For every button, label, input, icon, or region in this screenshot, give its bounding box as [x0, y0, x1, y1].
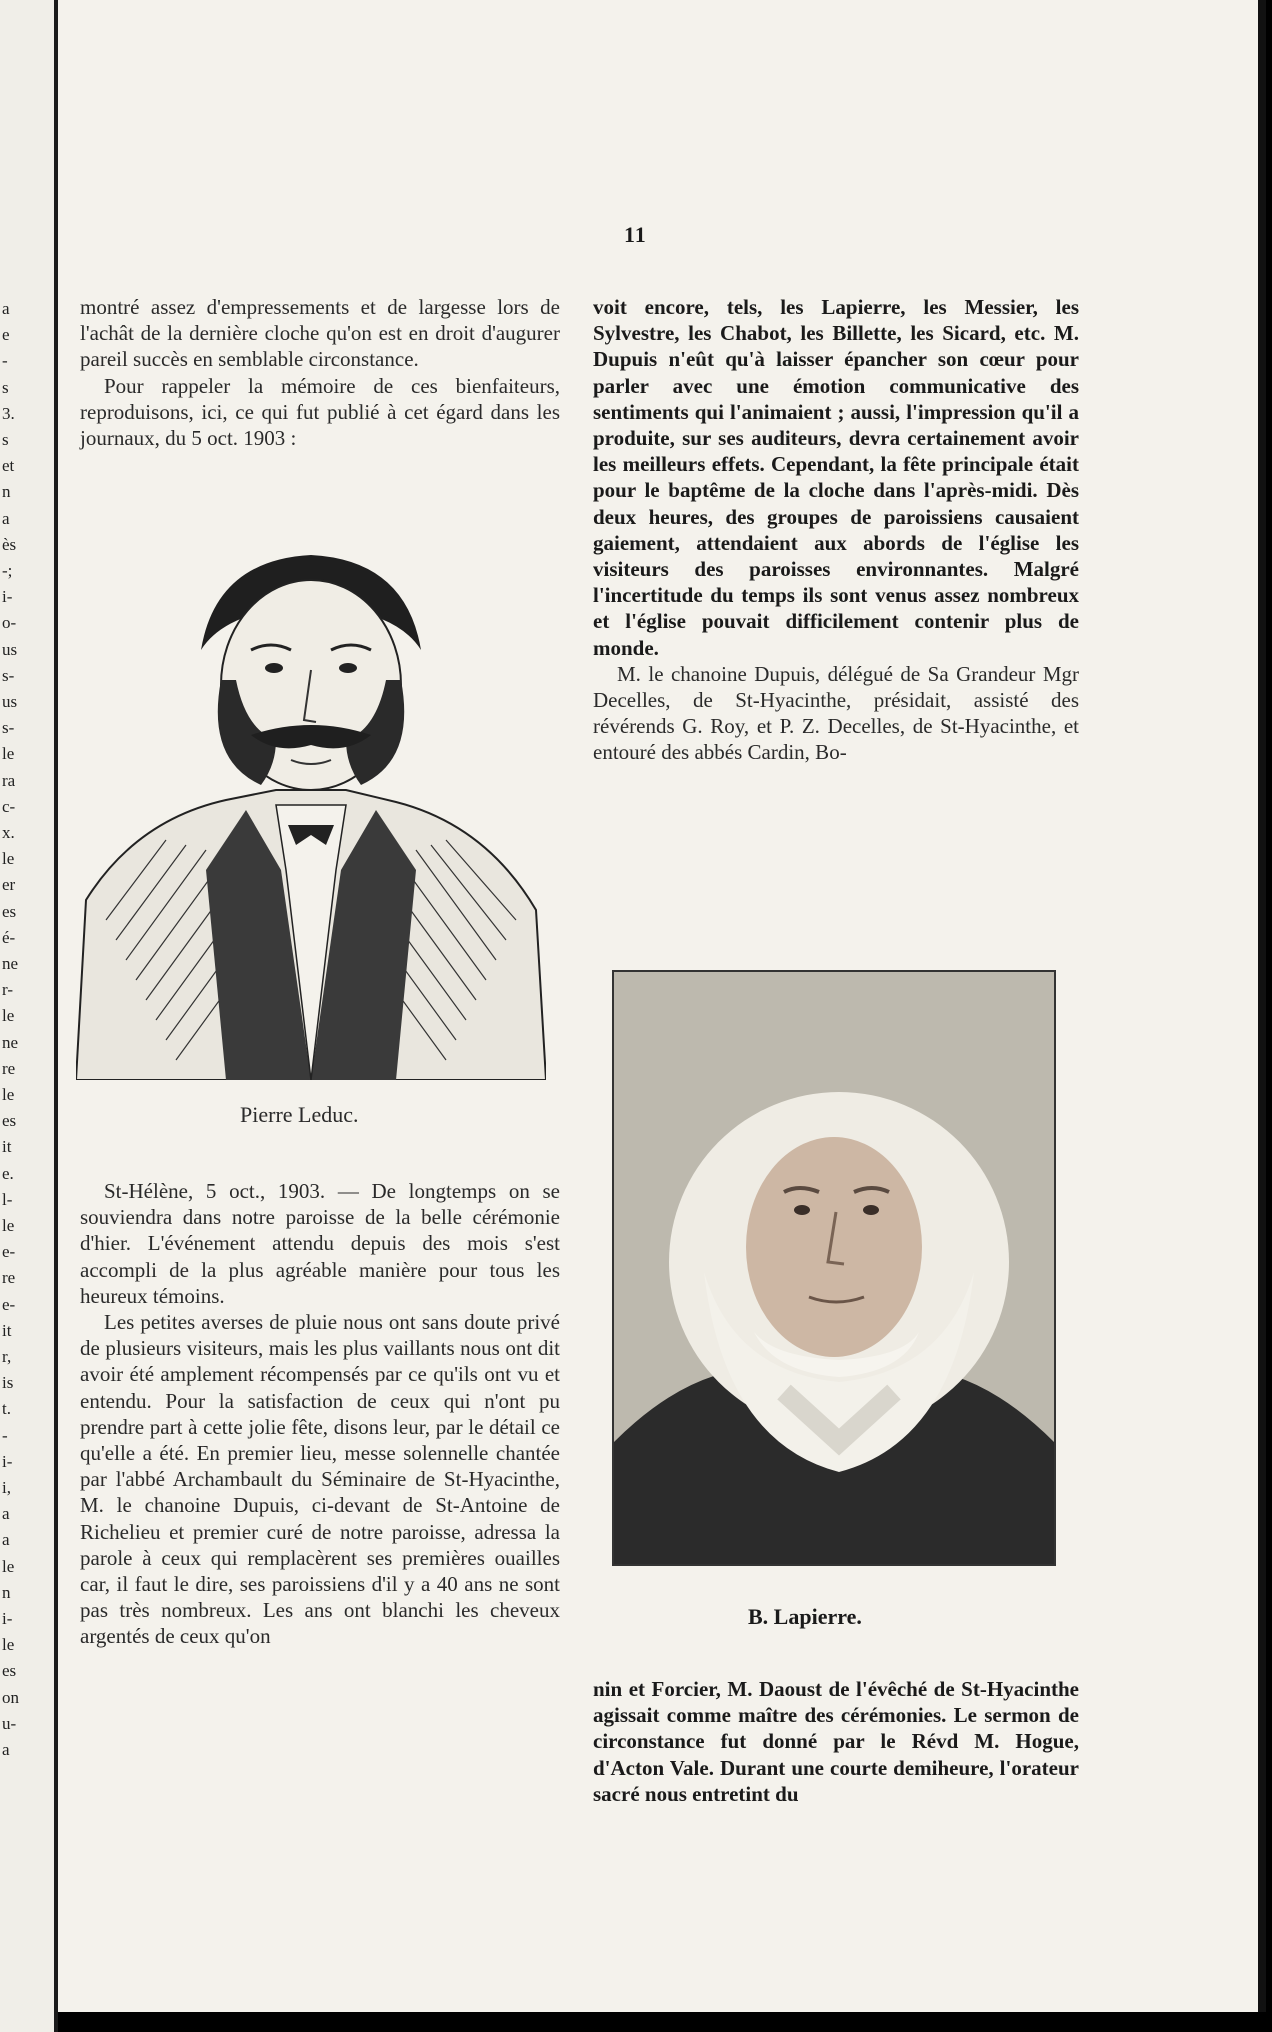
adjacent-page-strip	[0, 0, 58, 2032]
adjacent-page-fragment: a	[2, 508, 10, 528]
adjacent-page-fragment: ra	[2, 770, 16, 790]
adjacent-page-fragment: a	[2, 1740, 10, 1759]
page-number: 11	[624, 222, 647, 247]
book-page	[58, 0, 1266, 2012]
paragraph: Les petites averses de pluie nous ont sans doute privé de plusieurs visiteurs, mais les plus vaillants nous ont dit avoir été amplement récompensés par ce qu'ils ont vu et entendu. Pour la satisfaction de ceux qui n'ont pu prendre part à cette jolie fête, disons leur, par le détail ce qu'elle a été. En premier lieu, messe solennelle chantée par l'abbé Archambault du Séminaire de St-Hyacinthe, M. le chanoine Dupuis, ci-devant de St-Antoine de Richelieu et premier curé de notre paroisse, adressa la parole à ceux qui remplacèrent ses premières ouailles car, il faut le dire, ses paroissiens d'il y a 40 ans ne sont pas très nombreux. Les ans ont blanchi les cheveux argentés de ceux qu'on	[80, 1310, 560, 1649]
adjacent-page-fragment: i,	[2, 1478, 11, 1497]
adjacent-page-fragment: es	[2, 1661, 17, 1681]
adjacent-page-fragment: 3.	[2, 403, 15, 423]
adjacent-page-fragment: u-	[2, 1713, 17, 1733]
adjacent-page-fragment: ès	[2, 534, 17, 554]
right-column-bottom	[593, 1676, 1079, 1807]
adjacent-page-fragment: es	[2, 901, 17, 921]
adjacent-page-fragment: r-	[2, 980, 13, 1000]
adjacent-page-fragment: it	[2, 1137, 12, 1157]
right-column-top	[593, 294, 1079, 766]
adjacent-page-fragment: r,	[2, 1347, 12, 1366]
adjacent-page-fragment: -;	[2, 561, 13, 580]
paragraph: voit encore, tels, les Lapierre, les Messier, les Sylvestre, les Chabot, les Billette, les Sicard, etc. M. Dupuis n'eût qu'à laisser épancher son cœur pour parler avec une émotion communicative des sentiments qui l'animaient ; aussi, l'impression qu'il a produite, sur ses auditeurs, devra certainement avoir les meilleurs effets. Cependant, la fête principale était pour le baptême de la cloche dans l'après-midi. Dès deux heures, des groupes de paroissiens causaient gaiement, attendaient aux abords de l'église les visiteurs des paroisses environnantes. Malgré l'incertitude du temps ils sont venus assez nombreux et l'église pouvait difficilement contenir plus de monde.	[593, 295, 1079, 660]
adjacent-page-fragment: on	[2, 1687, 19, 1707]
adjacent-page-fragment: le	[2, 1216, 15, 1235]
adjacent-page-fragment: o-	[2, 613, 17, 633]
adjacent-page-fragment: s-	[2, 665, 15, 685]
adjacent-page-fragment: re	[2, 1058, 16, 1078]
adjacent-page-fragment: e-	[2, 1242, 16, 1262]
adjacent-page-fragment: a	[2, 299, 10, 318]
adjacent-page-fragment: ne	[2, 1032, 19, 1052]
adjacent-page-fragment: is	[2, 1373, 14, 1393]
paragraph: Pour rappeler la mémoire de ces bienfaiteurs, reproduisons, ici, ce qui fut publié à cet égard dans les journaux, du 5 oct. 1903 :	[80, 373, 560, 451]
adjacent-page-fragment: it	[2, 1320, 12, 1340]
adjacent-page-fragment: -	[2, 1425, 8, 1445]
left-column-bottom	[80, 1178, 560, 1650]
left-column-top	[80, 294, 560, 451]
adjacent-page-fragment: le	[2, 744, 15, 764]
adjacent-page-fragment: et	[2, 456, 15, 476]
paragraph: nin et Forcier, M. Daoust de l'évêché de St-Hyacinthe agissait comme maître des cérémonies. Le sermon de circonstance fut donné par le Révd M. Hogue, d'Acton Vale. Durant une courte demiheure, l'orateur sacré nous entretint du	[593, 1677, 1079, 1806]
adjacent-page-fragment: x.	[2, 823, 15, 842]
adjacent-page-fragment: n	[2, 1582, 11, 1602]
portrait-photo-b-lapierre	[612, 970, 1056, 1566]
portrait-photo-drawing	[614, 972, 1054, 1564]
adjacent-page-fragment: s	[2, 430, 9, 449]
adjacent-page-fragment: n	[2, 482, 11, 502]
adjacent-page-fragment: le	[2, 1556, 15, 1576]
portrait-caption: Pierre Leduc.	[240, 1102, 359, 1127]
adjacent-page-fragment: e-	[2, 1294, 16, 1314]
adjacent-page-fragment: -	[2, 351, 8, 371]
paragraph: M. le chanoine Dupuis, délégué de Sa Grandeur Mgr Decelles, de St-Hyacinthe, présidait, assisté des révérends G. Roy, et P. Z. Decelles, de St-Hyacinthe, et entouré des abbés Cardin, Bo-	[593, 661, 1079, 765]
adjacent-page-fragment: es	[2, 1111, 17, 1131]
adjacent-page-fragment: l-	[2, 1189, 13, 1209]
adjacent-page-fragment: a	[2, 1530, 10, 1550]
adjacent-page-fragment: le	[2, 1006, 15, 1026]
adjacent-page-fragment: ne	[2, 954, 19, 973]
adjacent-page-fragment: a	[2, 1504, 10, 1524]
adjacent-page-fragment: s-	[2, 718, 15, 738]
portrait-engraving-pierre-leduc	[76, 540, 546, 1080]
adjacent-page-fragment: us	[2, 639, 18, 659]
paragraph: St-Hélène, 5 oct., 1903. — De longtemps on se souviendra dans notre paroisse de la belle cérémonie d'hier. L'événement attendu depuis des mois s'est accompli de la plus agréable manière pour tous les heureux témoins.	[80, 1179, 560, 1308]
adjacent-page-fragment: i-	[2, 1451, 13, 1471]
adjacent-page-fragment: le	[2, 849, 15, 869]
adjacent-page-fragment: le	[2, 1085, 15, 1104]
adjacent-page-fragment: é-	[2, 927, 16, 947]
paragraph: montré assez d'empressements et de largesse lors de l'achât de la dernière cloche qu'on est en droit d'augurer pareil succès en semblable circonstance.	[80, 295, 560, 372]
adjacent-page-fragment: us	[2, 692, 18, 711]
adjacent-page-fragment: t.	[2, 1399, 11, 1419]
adjacent-page-fragment: i-	[2, 587, 13, 607]
adjacent-page-fragment: e	[2, 325, 10, 345]
adjacent-page-fragment: s	[2, 377, 9, 397]
adjacent-page-fragment: er	[2, 875, 16, 895]
adjacent-page-fragment: e.	[2, 1163, 14, 1183]
adjacent-page-fragment: re	[2, 1268, 16, 1288]
adjacent-page-fragment: le	[2, 1635, 15, 1655]
photo-caption: B. Lapierre.	[748, 1604, 862, 1629]
adjacent-page-fragment: i-	[2, 1609, 13, 1628]
adjacent-page-fragment: c-	[2, 796, 16, 816]
